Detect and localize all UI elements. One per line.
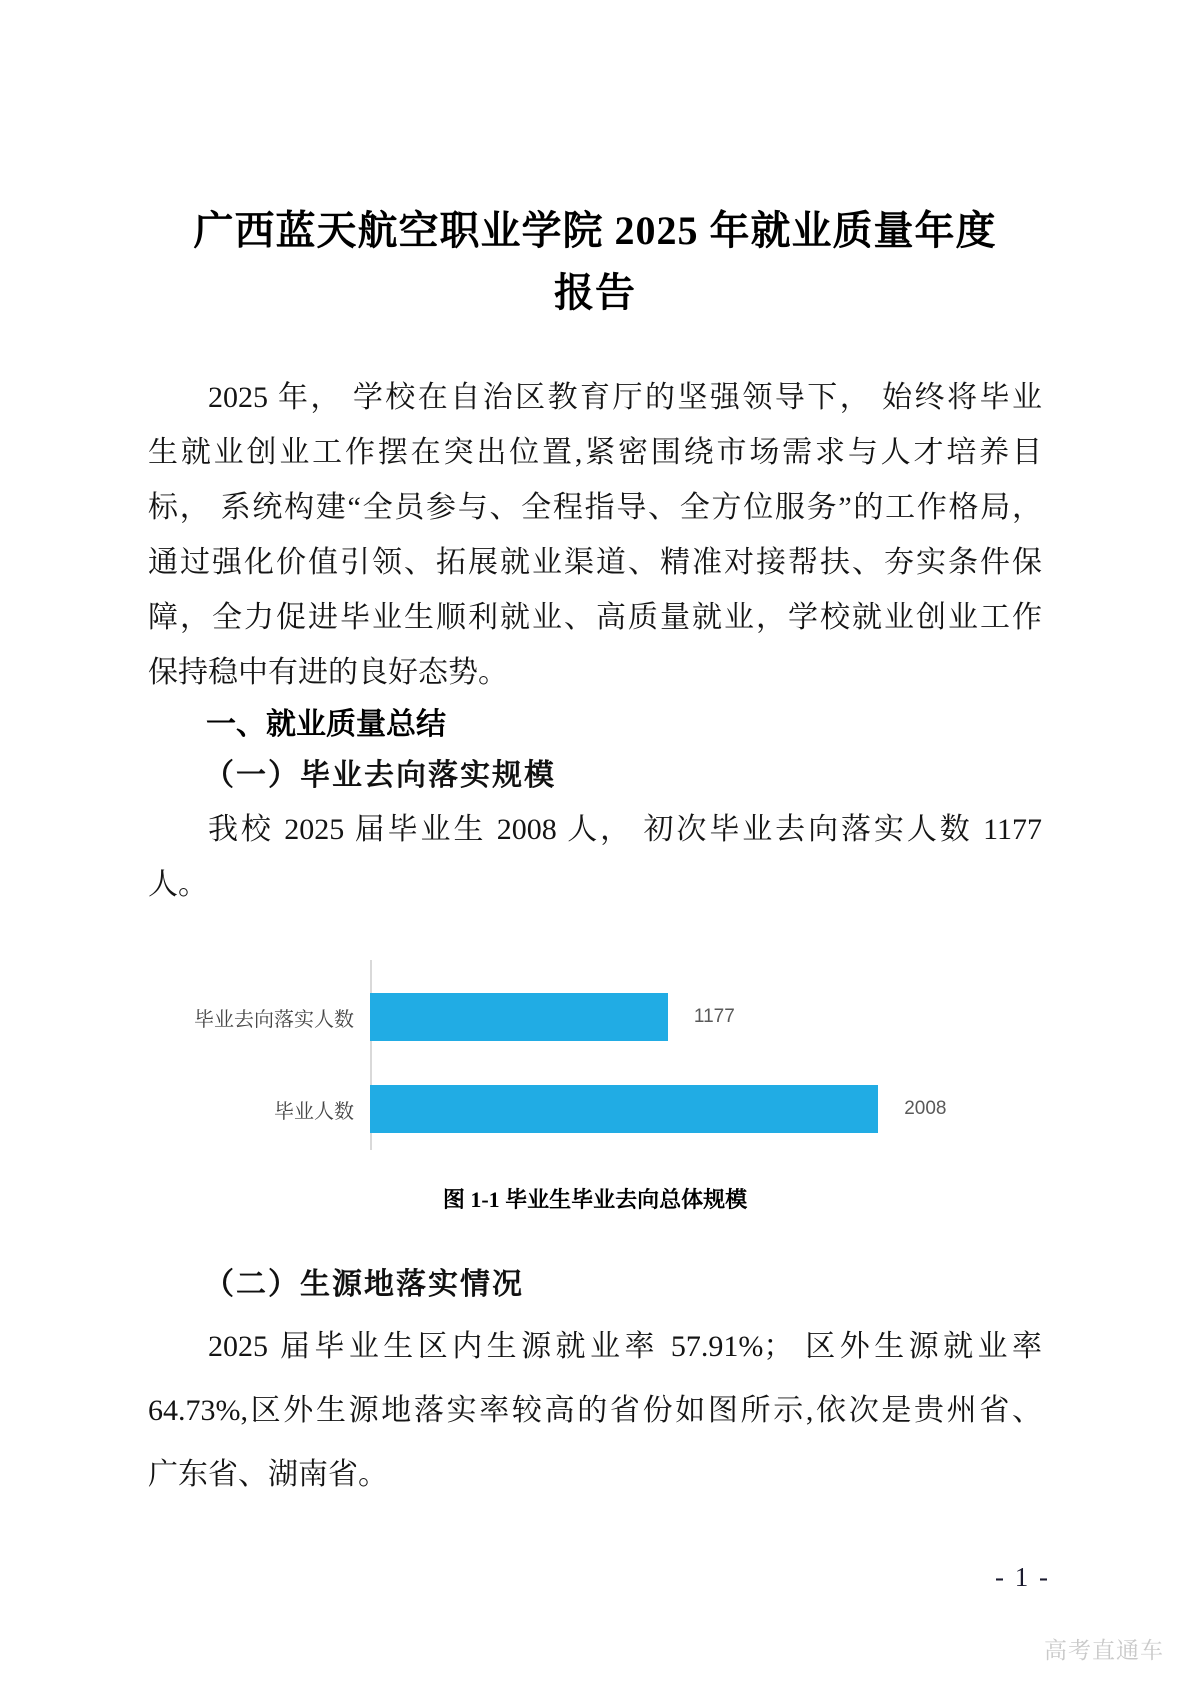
section2-line: 广东省、湖南省。 [148,1458,388,1491]
chart-row-biye [148,1085,1042,1133]
section2-paragraph [148,1315,1042,1507]
intro-line: 2025 年， 学校在自治区教育厅的坚强领导下， 始终将毕业 [208,381,1042,414]
graduation-bar-chart [148,935,1042,1150]
intro-paragraph [148,370,1042,700]
intro-line: 通过强化价值引领、拓展就业渠道、精准对接帮扶、夯实条件保 [148,546,1042,579]
intro-line: 障，全力促进毕业生顺利就业、高质量就业，学校就业创业工作 [148,601,1042,634]
document-title-line2: 报告 [554,270,636,315]
document-title [148,200,1042,324]
figure-caption: 图 1-1 毕业生毕业去向总体规模 [442,1187,748,1212]
chart-plot-area [370,1085,1042,1133]
section2-line: 2025 届毕业生区内生源就业率 57.91%； 区外生源就业率 [208,1330,1042,1363]
page-number: - 1 - [995,1562,1050,1592]
intro-line: 标， 系统构建“全员参与、全程指导、全方位服务”的工作格局， [148,491,1042,524]
section1-line: 人。 [148,868,208,901]
chart-bar [370,993,668,1041]
chart-plot-area [370,993,1042,1041]
section1-subheading: （一）毕业去向落实规模 [204,759,556,792]
section1-line: 我校 2025 届毕业生 2008 人， 初次毕业去向落实人数 1177 [208,813,1042,846]
section2-line: 64.73%,区外生源地落实率较高的省份如图所示,依次是贵州省、 [148,1394,1042,1427]
watermark-text: 高考直通车 [1044,1637,1164,1663]
section1-heading: 一、就业质量总结 [206,708,446,741]
chart-bar [370,1085,878,1133]
section2-heading: （二）生源地落实情况 [204,1268,524,1301]
chart-value-label: 1177 [693,1006,735,1027]
intro-line: 保持稳中有进的良好态势。 [148,656,508,689]
chart-category-label: 毕业去向落实人数 [194,1008,354,1031]
page-content [148,0,1042,1507]
chart-row-luoshi [148,993,1042,1041]
document-title-line1: 广西蓝天航空职业学院 2025 年就业质量年度 [193,208,997,253]
chart-value-label: 2008 [904,1098,947,1119]
section1-paragraph [148,802,1042,912]
intro-line: 生就业创业工作摆在突出位置,紧密围绕市场需求与人才培养目 [148,436,1042,469]
chart-category-label: 毕业人数 [274,1100,354,1123]
